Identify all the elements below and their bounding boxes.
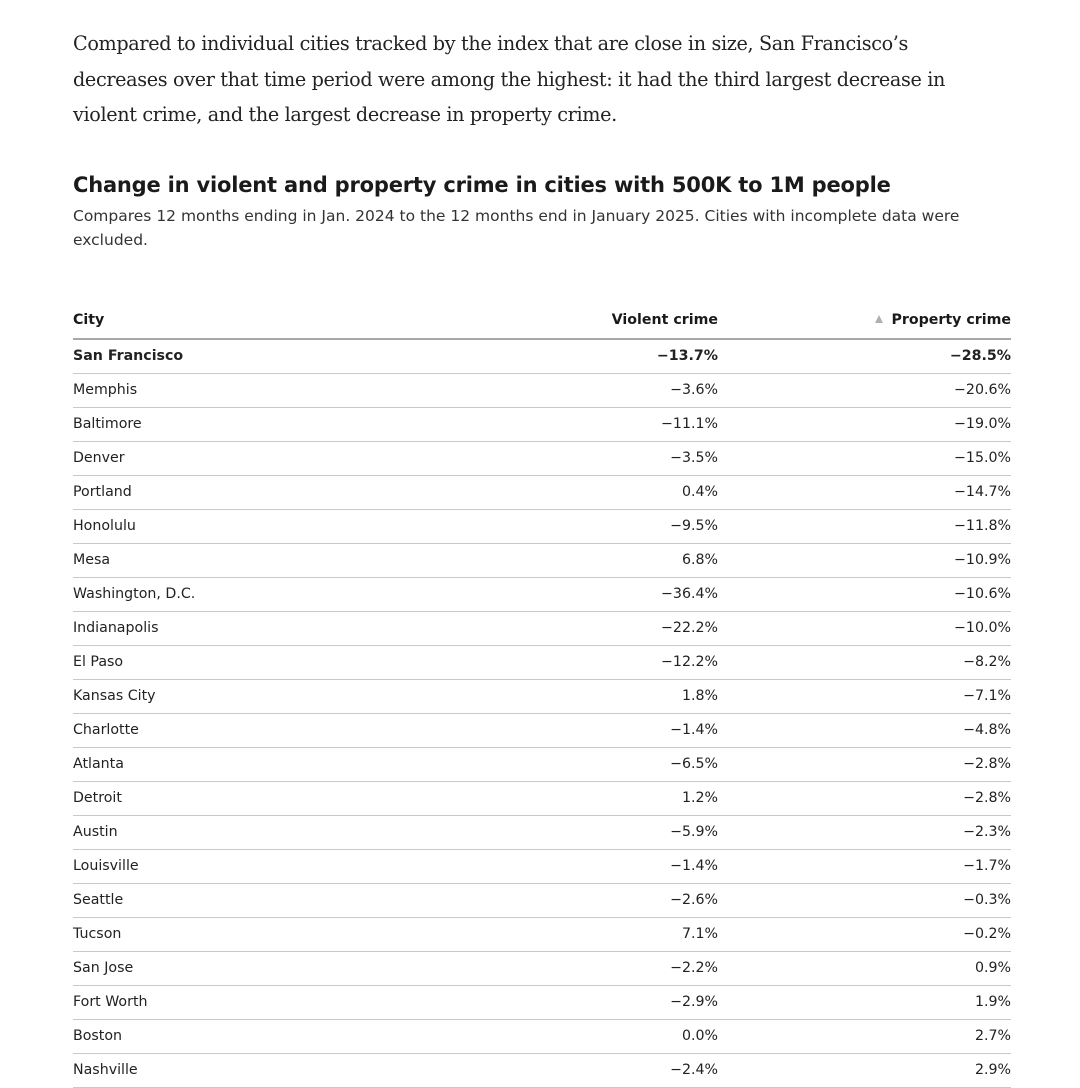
table-row [73,1053,1011,1087]
cell-violent-crime: −9.5% [373,509,718,543]
cell-violent-crime: −13.7% [373,339,718,374]
cell-violent-crime: −3.5% [373,441,718,475]
cell-property-crime: −0.3% [718,883,1011,917]
table-body [73,339,1011,1088]
cell-property-crime: −14.7% [718,475,1011,509]
cell-violent-crime: −2.2% [373,951,718,985]
table-row [73,1019,1011,1053]
cell-property-crime: −20.6% [718,373,1011,407]
cell-city: Detroit [73,781,373,815]
table-row [73,985,1011,1019]
cell-city: Kansas City [73,679,373,713]
cell-city: Fort Worth [73,985,373,1019]
cell-property-crime: −2.8% [718,781,1011,815]
crime-change-table [73,292,1011,1088]
cell-property-crime: −10.6% [718,577,1011,611]
cell-violent-crime: −2.6% [373,883,718,917]
column-header-city[interactable] [73,292,373,339]
cell-city: Austin [73,815,373,849]
cell-property-crime: −19.0% [718,407,1011,441]
article-paragraph: Compared to individual cities tracked by the index that are close in size, San Francisco’s decreases over that time period were among the highest: it had the third largest decrease in violent crime, and the largest decrease in property crime. [73,32,946,126]
table-row [73,645,1011,679]
cell-violent-crime: −22.2% [373,611,718,645]
table-row [73,611,1011,645]
cell-violent-crime: −2.4% [373,1053,718,1087]
cell-city: Charlotte [73,713,373,747]
cell-property-crime: −1.7% [718,849,1011,883]
cell-city: El Paso [73,645,373,679]
cell-violent-crime: 0.0% [373,1019,718,1053]
cell-violent-crime: −6.5% [373,747,718,781]
cell-violent-crime: 1.8% [373,679,718,713]
table-row [73,815,1011,849]
table-header-row [73,292,1011,339]
cell-violent-crime: −3.6% [373,373,718,407]
cell-property-crime: −11.8% [718,509,1011,543]
cell-violent-crime: 1.2% [373,781,718,815]
table-row [73,917,1011,951]
table-subtitle: Compares 12 months ending in Jan. 2024 to the 12 months end in January 2025. Cities with incomplete data were excluded. [73,206,960,249]
table-row [73,577,1011,611]
table-row [73,407,1011,441]
cell-city: Baltimore [73,407,373,441]
cell-city: Denver [73,441,373,475]
cell-violent-crime: −5.9% [373,815,718,849]
cell-property-crime: 0.9% [718,951,1011,985]
cell-city: Atlanta [73,747,373,781]
cell-violent-crime: −1.4% [373,713,718,747]
cell-property-crime: −8.2% [718,645,1011,679]
table-row [73,543,1011,577]
table-row [73,849,1011,883]
cell-city: Louisville [73,849,373,883]
column-header-violent-label: Violent crime [611,311,718,328]
cell-violent-crime: −12.2% [373,645,718,679]
cell-violent-crime: −11.1% [373,407,718,441]
cell-violent-crime: 0.4% [373,475,718,509]
cell-violent-crime: −1.4% [373,849,718,883]
cell-city: Portland [73,475,373,509]
cell-city: Seattle [73,883,373,917]
cell-violent-crime: 6.8% [373,543,718,577]
cell-property-crime: −2.3% [718,815,1011,849]
cell-property-crime: −7.1% [718,679,1011,713]
cell-city: Boston [73,1019,373,1053]
cell-city: Indianapolis [73,611,373,645]
table-row [73,781,1011,815]
cell-city: Honolulu [73,509,373,543]
cell-property-crime: −10.9% [718,543,1011,577]
column-header-property-crime[interactable] [718,292,1011,339]
cell-violent-crime: −36.4% [373,577,718,611]
cell-property-crime: −0.2% [718,917,1011,951]
cell-city: Tucson [73,917,373,951]
cell-property-crime: −15.0% [718,441,1011,475]
cell-city: San Jose [73,951,373,985]
cell-city: Memphis [73,373,373,407]
cell-property-crime: −2.8% [718,747,1011,781]
table-row [73,373,1011,407]
cell-city: San Francisco [73,339,373,374]
cell-property-crime: 1.9% [718,985,1011,1019]
table-row [73,475,1011,509]
table-row [73,679,1011,713]
cell-property-crime: −4.8% [718,713,1011,747]
table-row [73,509,1011,543]
cell-property-crime: −10.0% [718,611,1011,645]
cell-city: Washington, D.C. [73,577,373,611]
cell-property-crime: 2.7% [718,1019,1011,1053]
cell-property-crime: 2.9% [718,1053,1011,1087]
column-header-property-label: Property crime [891,311,1011,328]
table-row [73,883,1011,917]
table-title: Change in violent and property crime in cities with 500K to 1M people [73,172,891,197]
table-row [73,713,1011,747]
cell-violent-crime: −2.9% [373,985,718,1019]
table-row [73,339,1011,374]
column-header-city-label: City [73,311,105,328]
cell-city: Nashville [73,1053,373,1087]
table-row [73,951,1011,985]
table-row [73,441,1011,475]
cell-city: Mesa [73,543,373,577]
article-content [73,0,1011,1088]
sort-ascending-icon [875,315,883,323]
cell-violent-crime: 7.1% [373,917,718,951]
cell-property-crime: −28.5% [718,339,1011,374]
table-row [73,747,1011,781]
column-header-violent-crime[interactable] [373,292,718,339]
